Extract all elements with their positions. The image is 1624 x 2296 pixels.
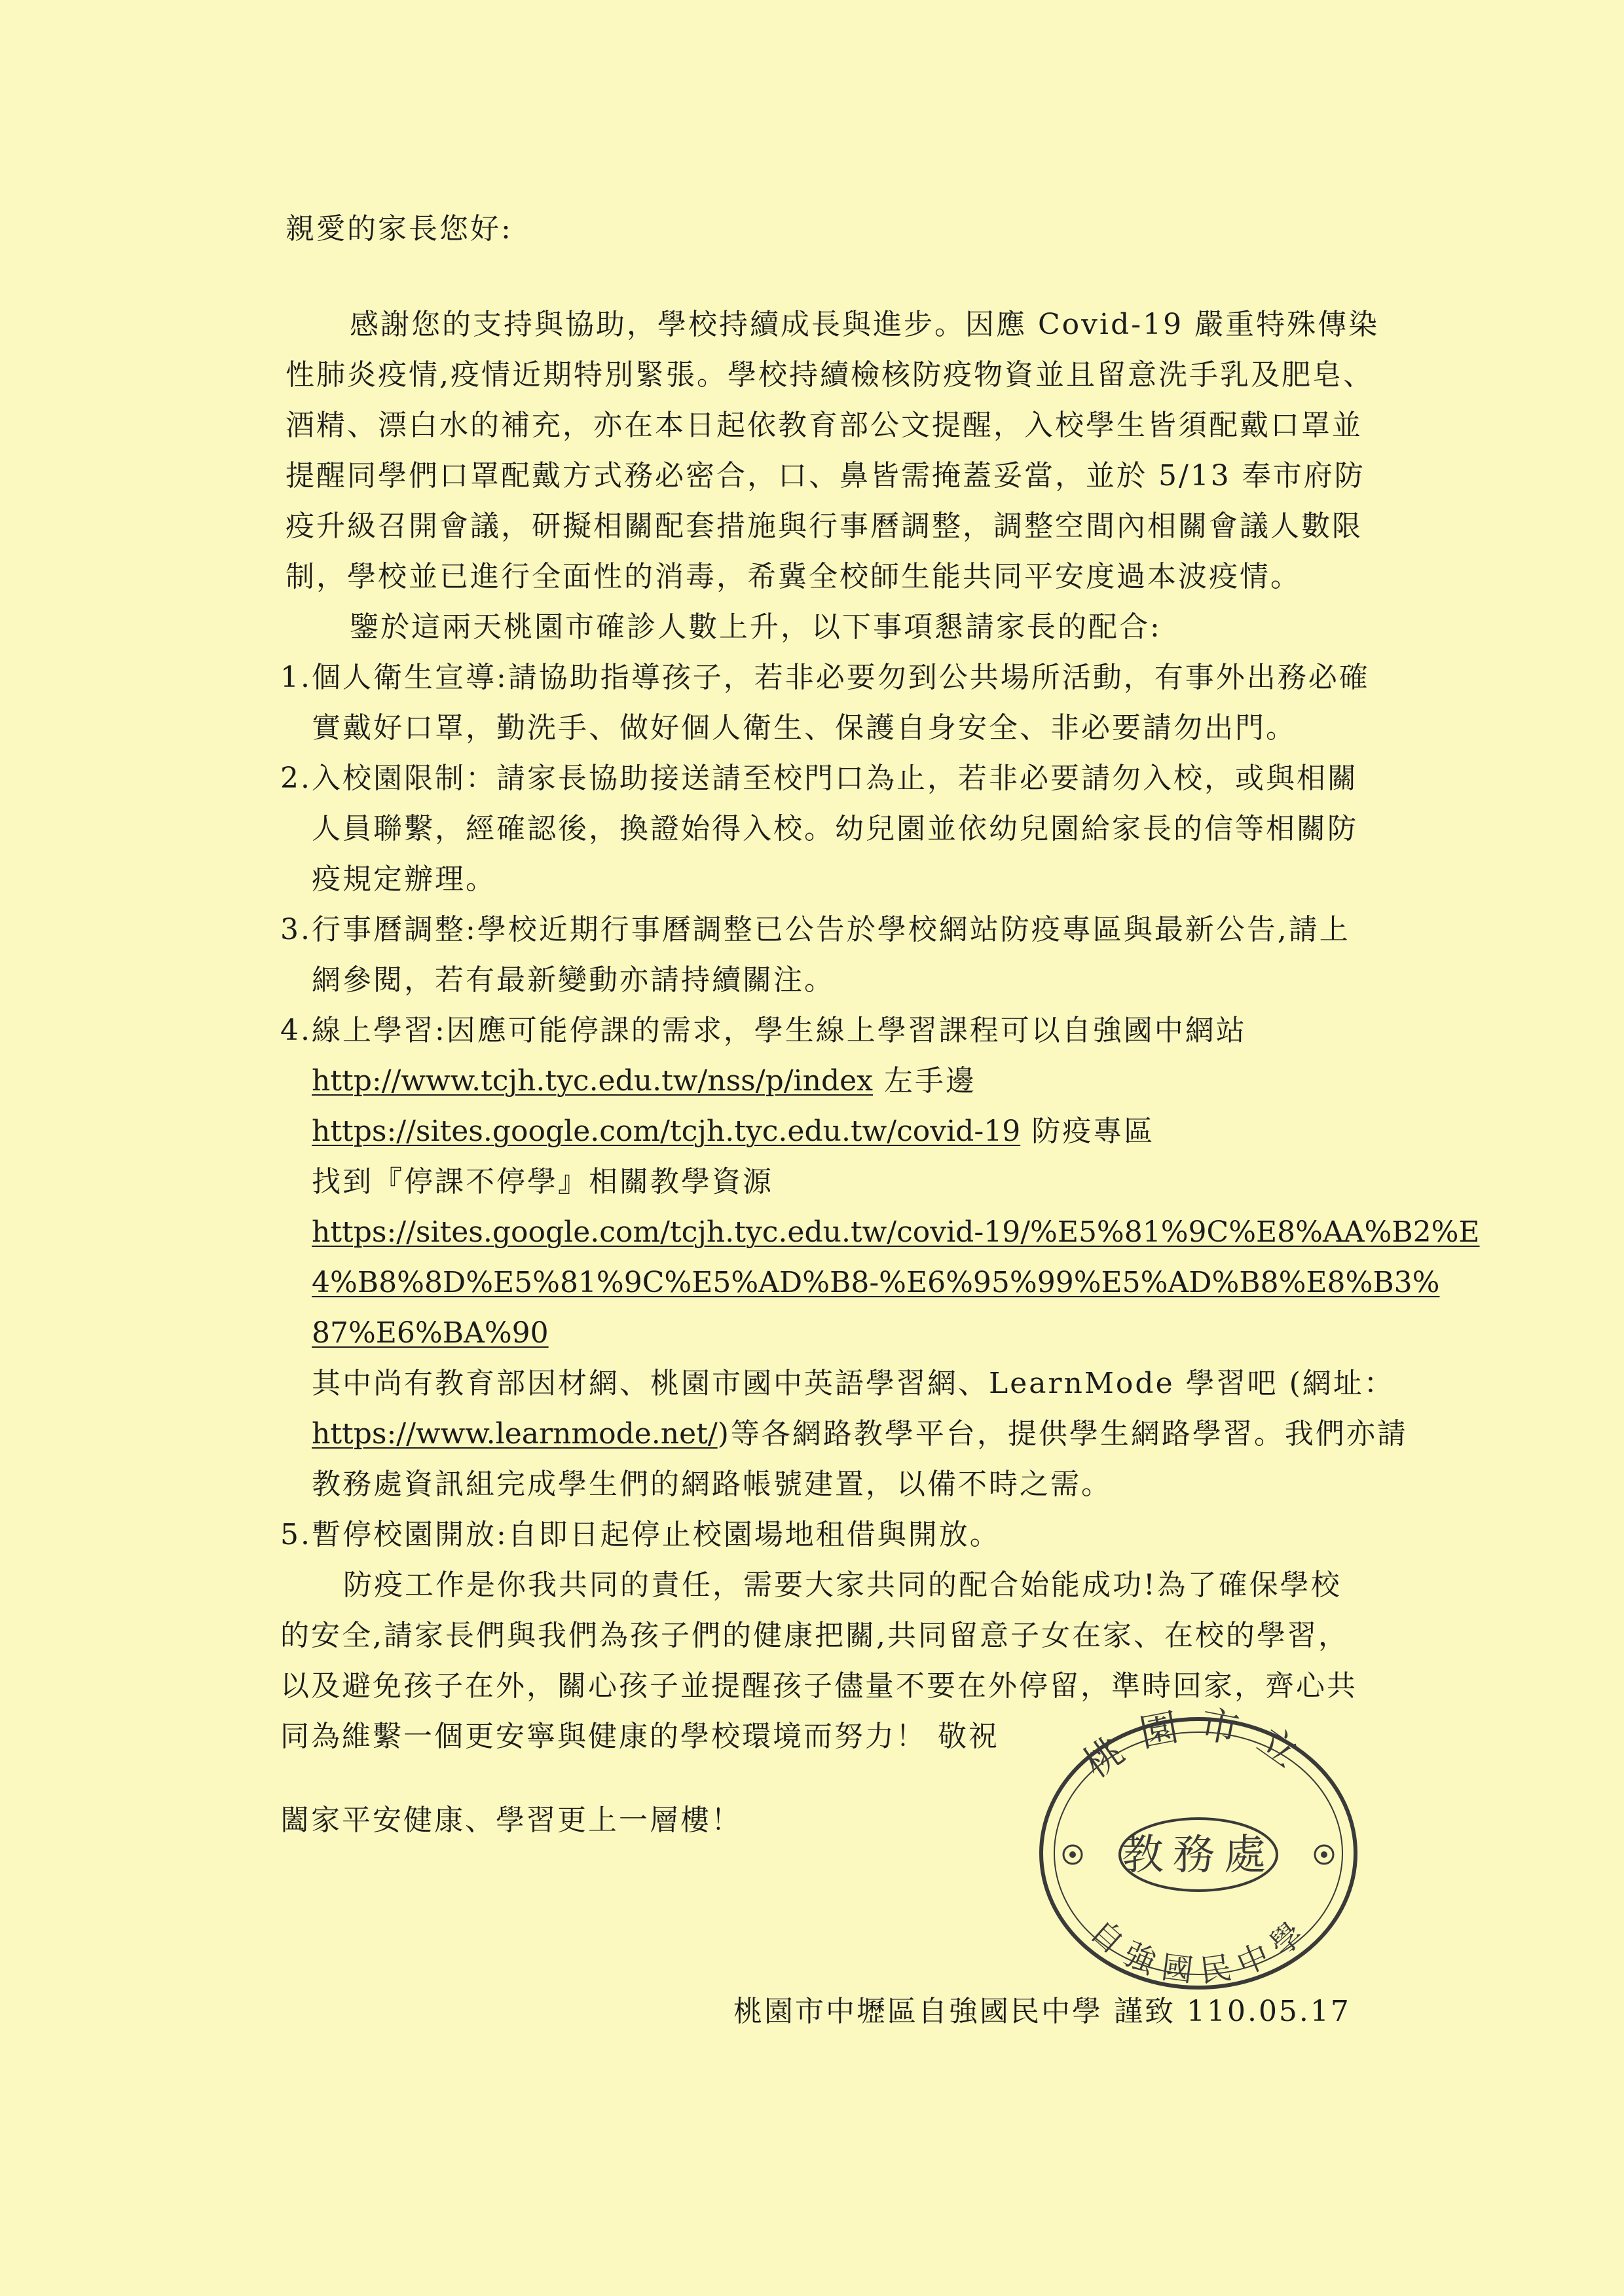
closing-line-2: 的安全,請家長們與我們為孩子們的健康把關,共同留意子女在家、在校的學習， [280,1619,1349,1652]
learnmode-link[interactable]: https://www.learnmode.net/ [312,1417,718,1451]
item2-line-2: 人員聯繫，經確認後，換證始得入校。幼兒園並依幼兒園給家長的信等相關防 [312,812,1358,845]
seal-top-text: 桃園市立 [1075,1703,1321,1787]
seal-bottom-text: 自強國民中學 [1083,1912,1314,1990]
intro-line-2: 性肺炎疫情,疫情近期特別緊張。學校持續檢核防疫物資並且留意洗手乳及肥皂、 [286,358,1374,392]
item2-line-1: 2.入校園限制：請家長協助接送請至校門口為止，若非必要請勿入校，或與相關 [280,762,1358,795]
closing-line-1: 防疫工作是你我共同的責任，需要大家共同的配合始能成功!為了確保學校 [343,1568,1342,1602]
item4-other-line-1: 其中尚有教育部因材網、桃園市國中英語學習網、LearnMode 學習吧 (網址： [312,1367,1395,1400]
item5-line: 5.暫停校園開放:自即日起停止校園場地租借與開放。 [280,1518,1001,1551]
item1-line-2: 實戴好口罩，勤洗手、做好個人衛生、保護自身安全、非必要請勿出門。 [312,711,1297,745]
intro-line-6: 制，學校並已進行全面性的消毒，希冀全校師生能共同平安度過本波疫情。 [286,560,1301,593]
signature-line: 桃園市中壢區自強國民中學 謹致 110.05.17 [733,1995,1351,2028]
seal-left-flower-icon [1063,1845,1082,1864]
item4-find-line: 找到『停課不停學』相關教學資源 [312,1165,773,1198]
item4-other-line-3: 教務處資訊組完成學生們的網路帳號建置，以備不時之需。 [312,1468,1112,1501]
item4-other-line-2-rest: )等各網路教學平台，提供學生網路學習。我們亦請 [717,1417,1408,1451]
url2-note: 防疫專區 [1031,1115,1155,1148]
url1-note: 左手邊 [884,1064,976,1098]
item3-line-1: 3.行事曆調整:學校近期行事曆調整已公告於學校網站防疫專區與最新公告,請上 [280,913,1350,946]
intro-line-4: 提醒同學們口罩配戴方式務必密合，口、鼻皆需掩蓋妥當，並於 5/13 奉市府防 [286,459,1365,492]
item2-line-3: 疫規定辦理。 [312,862,496,896]
intro-line-3: 酒精、漂白水的補充，亦在本日起依教育部公文提醒，入校學生皆須配戴口罩並 [286,409,1363,442]
covid-site-link[interactable]: https://sites.google.com/tcjh.tyc.edu.tw/covid-19 [312,1115,1021,1148]
school-site-link[interactable]: http://www.tcjh.tyc.edu.tw/nss/p/index [312,1064,873,1098]
intro-line-5: 疫升級召開會議，研擬相關配套措施與行事曆調整，調整空間內相關會議人數限 [286,509,1363,543]
greeting: 親愛的家長您好: [286,212,513,246]
resource-link-line-2[interactable]: 4%B8%8D%E5%81%9C%E5%AD%B8-%E6%95%99%E5%AD%B8%E8%B3% [312,1266,1440,1299]
blessing-line: 闔家平安健康、學習更上一層樓！ [280,1804,742,1837]
office-seal-stamp [1015,1703,1382,2004]
item4-other-line-2 [312,1415,1408,1454]
item4-url1-row [312,1062,976,1101]
seal-right-flower-icon [1315,1845,1333,1864]
resource-link-line-1[interactable]: https://sites.google.com/tcjh.tyc.edu.tw/covid-19/%E5%81%9C%E8%AA%B2%E [312,1215,1480,1249]
request-line: 鑒於這兩天桃園市確診人數上升，以下事項懇請家長的配合: [350,610,1162,644]
item3-line-2: 網參閱，若有最新變動亦請持續關注。 [312,963,835,997]
closing-line-4: 同為維繫一個更安寧與健康的學校環境而努力！ 敬祝 [280,1720,999,1753]
item1-line-1: 1.個人衛生宣導:請協助指導孩子，若非必要勿到公共場所活動，有事外出務必確 [280,661,1370,694]
intro-line-1: 感謝您的支持與協助，學校持續成長與進步。因應 Covid-19 嚴重特殊傳染 [350,308,1380,341]
resource-link-line-3[interactable]: 87%E6%BA%90 [312,1316,549,1350]
seal-center-text: 教務處 [1122,1831,1275,1879]
item4-url2-row [312,1112,1154,1151]
closing-line-3: 以及避免孩子在外，關心孩子並提醒孩子儘量不要在外停留，準時回家，齊心共 [280,1669,1357,1703]
item4-line-1: 4.線上學習:因應可能停課的需求，學生線上學習課程可以自強國中網站 [280,1014,1247,1047]
